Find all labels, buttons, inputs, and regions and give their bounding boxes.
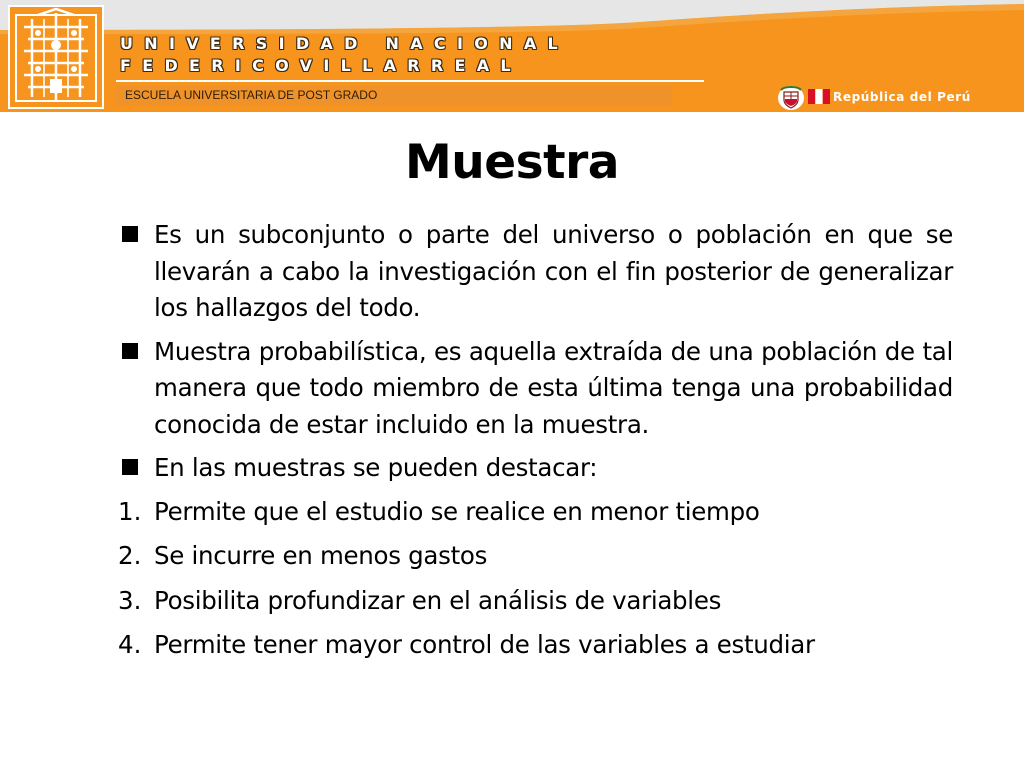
- republica-del-peru-label: República del Perú: [833, 90, 971, 104]
- university-crest-icon: [8, 5, 104, 109]
- peru-flag-icon: [808, 89, 830, 104]
- numbered-item: [118, 494, 953, 531]
- numbered-text: Posibilita profundizar en el análisis de variables: [154, 585, 722, 615]
- item-number: 3.: [118, 585, 142, 615]
- bullet-item: [118, 334, 953, 444]
- numbered-text: Se incurre en menos gastos: [154, 541, 488, 570]
- bullet-text: Es un subconjunto o parte del universo o población en que se llevarán a cabo la investigación con el fin posterior de generalizar los hallazgos del todo.: [154, 220, 953, 322]
- slide-title: Muestra: [405, 135, 619, 190]
- university-title-line-2: FEDERICOVILLARREAL: [120, 56, 522, 75]
- item-number: 2.: [118, 541, 142, 570]
- square-bullet-icon: [122, 343, 138, 359]
- numbered-item: [118, 583, 953, 620]
- bullet-text: Muestra probabilística, es aquella extraída de una población de tal manera que todo miembro de esta última tenga una probabilidad conocida de estar incluido en la muestra.: [154, 336, 953, 439]
- content-list: [118, 217, 953, 672]
- bullet-item: [118, 450, 953, 487]
- school-bar: [116, 86, 672, 106]
- header-divider: [116, 80, 704, 82]
- peru-coat-of-arms-icon: [776, 82, 806, 112]
- numbered-text: Permite que el estudio se realice en menor tiempo: [154, 496, 760, 526]
- numbered-text: Permite tener mayor control de las variables a estudiar: [154, 630, 815, 659]
- school-name: ESCUELA UNIVERSITARIA DE POST GRADO: [125, 88, 378, 102]
- university-title-line-1: UNIVERSIDAD NACIONAL: [120, 34, 569, 53]
- numbered-item: [118, 538, 953, 575]
- square-bullet-icon: [122, 226, 138, 242]
- bullet-item: [118, 217, 953, 327]
- item-number: 4.: [118, 630, 142, 659]
- item-number: 1.: [118, 496, 142, 526]
- header-banner: [0, 0, 1024, 112]
- square-bullet-icon: [122, 459, 138, 475]
- bullet-text: En las muestras se pueden destacar:: [154, 453, 598, 482]
- numbered-item: [118, 627, 953, 664]
